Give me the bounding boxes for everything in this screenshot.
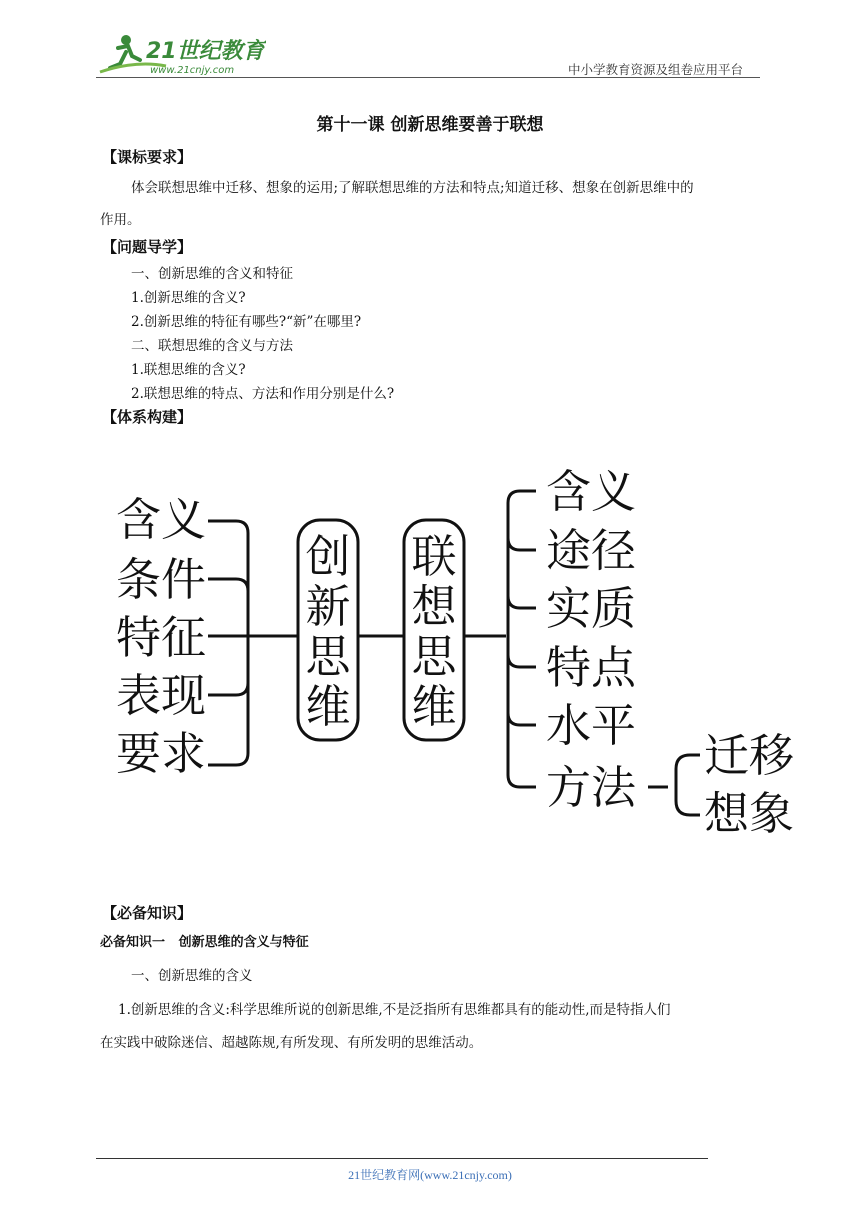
header-divider bbox=[96, 77, 760, 78]
node2-char: 想 bbox=[411, 580, 457, 633]
left-item: 含义 bbox=[116, 493, 207, 546]
standards-line-1: 体会联想思维中迁移、想象的运用;了解联想思维的方法和特点;知道迁移、想象在创新思维中的 bbox=[131, 180, 694, 196]
section-heading-knowledge: 【必备知识】 bbox=[102, 904, 193, 922]
platform-name: 中小学教育资源及组卷应用平台 bbox=[568, 62, 744, 77]
node1-char: 创 bbox=[305, 530, 351, 583]
left-item: 要求 bbox=[116, 727, 207, 780]
right-item: 实质 bbox=[546, 582, 637, 635]
right-item: 途径 bbox=[546, 524, 637, 577]
section-heading-system: 【体系构建】 bbox=[102, 408, 193, 426]
method-list bbox=[704, 729, 794, 840]
guide-item: 1.联想思维的含义? bbox=[131, 362, 246, 378]
right-list bbox=[546, 465, 637, 814]
node-creative-thinking bbox=[298, 520, 358, 740]
guide-item: 2.创新思维的特征有哪些?“新”在哪里? bbox=[131, 314, 362, 330]
concept-map bbox=[96, 455, 836, 855]
logo-text: 21世纪教育 bbox=[146, 39, 265, 64]
page-title: 第十一课 创新思维要善于联想 bbox=[316, 115, 544, 135]
standards-line-2: 作用。 bbox=[100, 212, 141, 228]
node2-char: 思 bbox=[411, 630, 457, 683]
left-bracket bbox=[208, 521, 298, 765]
right-bracket bbox=[508, 491, 536, 787]
method-item: 迁移 bbox=[704, 729, 795, 782]
site-logo bbox=[96, 30, 266, 76]
node2-char: 维 bbox=[411, 680, 457, 733]
node2-char: 联 bbox=[411, 530, 457, 583]
right-item: 特点 bbox=[546, 641, 637, 694]
right-item: 水平 bbox=[546, 699, 637, 752]
guide-item: 二、联想思维的含义与方法 bbox=[131, 338, 293, 354]
node-associative-thinking bbox=[404, 520, 464, 740]
left-item: 条件 bbox=[116, 553, 207, 606]
left-list bbox=[116, 493, 206, 780]
node1-char: 新 bbox=[305, 580, 351, 633]
left-item: 表现 bbox=[116, 669, 207, 722]
method-item: 想象 bbox=[704, 787, 795, 840]
section-heading-guide: 【问题导学】 bbox=[102, 238, 193, 256]
node1-char: 维 bbox=[305, 680, 351, 733]
right-item: 含义 bbox=[546, 465, 637, 518]
knowledge-item: 一、创新思维的含义 bbox=[131, 968, 253, 984]
guide-item: 2.联想思维的特点、方法和作用分别是什么? bbox=[131, 386, 395, 402]
logo-url: www.21cnjy.com bbox=[150, 65, 235, 76]
guide-item: 一、创新思维的含义和特征 bbox=[131, 266, 293, 282]
knowledge-subheading: 必备知识一 创新思维的含义与特征 bbox=[100, 935, 309, 950]
section-heading-standards: 【课标要求】 bbox=[102, 148, 193, 166]
node1-char: 思 bbox=[305, 630, 351, 683]
guide-item: 1.创新思维的含义? bbox=[131, 290, 246, 306]
footer-divider bbox=[96, 1158, 708, 1159]
right-item: 方法 bbox=[546, 761, 637, 814]
left-item: 特征 bbox=[116, 611, 207, 664]
method-bracket bbox=[648, 755, 700, 815]
knowledge-para-1: 1.创新思维的含义:科学思维所说的创新思维,不是泛指所有思维都具有的能动性,而是特指人们 bbox=[118, 1002, 671, 1018]
knowledge-para-2: 在实践中破除迷信、超越陈规,有所发现、有所发明的思维活动。 bbox=[100, 1035, 483, 1051]
footer-link[interactable]: 21世纪教育网(www.21cnjy.com) bbox=[348, 1168, 512, 1182]
